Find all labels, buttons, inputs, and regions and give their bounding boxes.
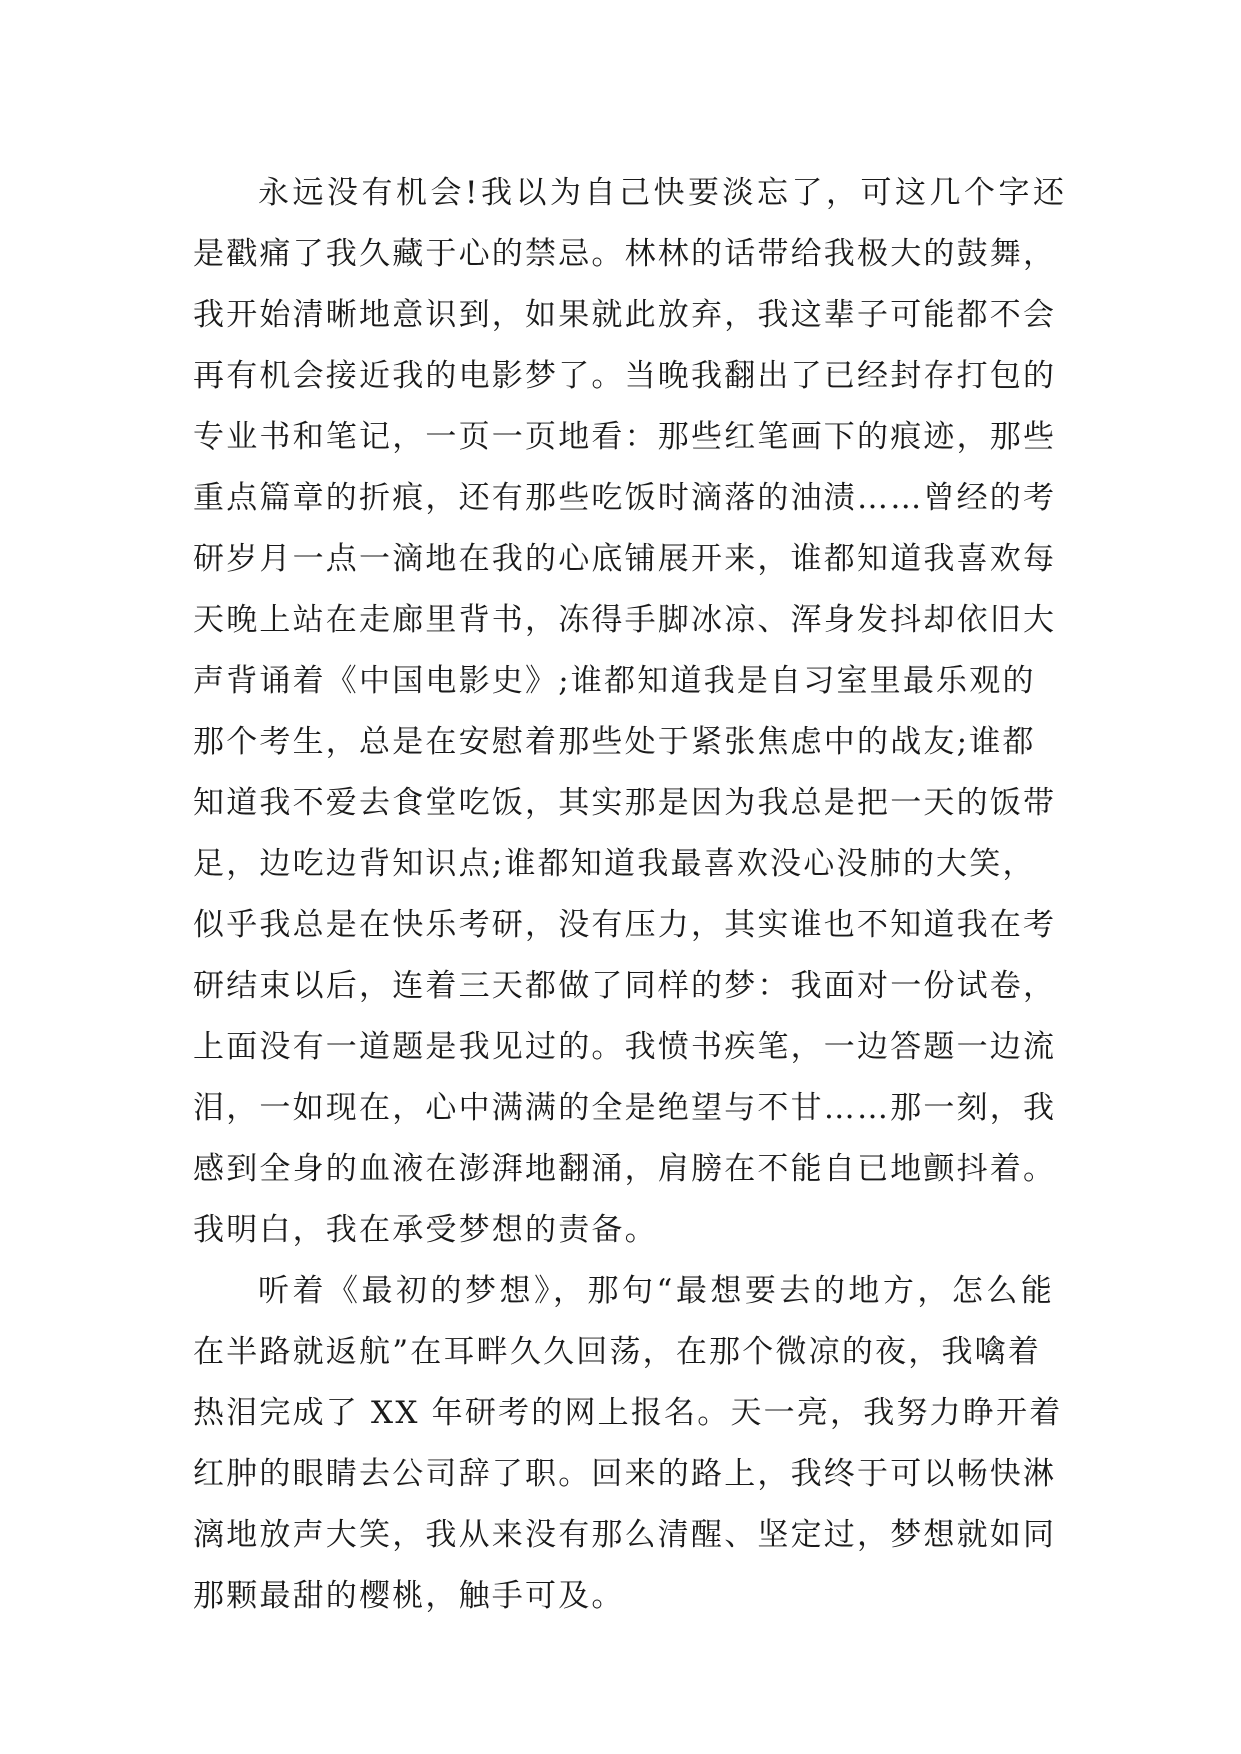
- text-line: 研岁月一点一滴地在我的心底铺展开来，谁都知道我喜欢每: [193, 541, 1057, 577]
- text-line: 上面没有一道题是我见过的。我愤书疾笔，一边答题一边流: [193, 1029, 1057, 1065]
- text-line: 红肿的眼睛去公司辞了职。回来的路上，我终于可以畅快淋: [193, 1456, 1057, 1492]
- text-line: 泪，一如现在，心中满满的全是绝望与不甘……那一刻，我: [193, 1090, 1057, 1126]
- text-line: 感到全身的血液在澎湃地翻涌，肩膀在不能自已地颤抖着。: [193, 1151, 1057, 1187]
- text-line: 那颗最甜的樱桃，触手可及。: [193, 1578, 625, 1614]
- text-line: 永远没有机会!我以为自己快要淡忘了，可这几个字还: [258, 175, 1068, 211]
- text-line: 天晚上站在走廊里背书，冻得手脚冰凉、浑身发抖却依旧大: [193, 602, 1057, 638]
- text-line: 那个考生，总是在安慰着那些处于紧张焦虑中的战友;谁都: [193, 724, 1036, 760]
- text-line: 知道我不爱去食堂吃饭，其实那是因为我总是把一天的饭带: [193, 785, 1057, 821]
- text-line: 听着《最初的梦想》，那句“最想要去的地方，怎么能: [258, 1273, 1056, 1309]
- text-line: 再有机会接近我的电影梦了。当晚我翻出了已经封存打包的: [193, 358, 1057, 394]
- text-line: 似乎我总是在快乐考研，没有压力，其实谁也不知道我在考: [193, 907, 1057, 943]
- text-line: 研结束以后，连着三天都做了同样的梦：我面对一份试卷，: [193, 968, 1057, 1004]
- text-line: 我开始清晰地意识到，如果就此放弃，我这辈子可能都不会: [193, 297, 1057, 333]
- text-line: 重点篇章的折痕，还有那些吃饭时滴落的油渍……曾经的考: [193, 480, 1057, 516]
- text-line: 是戳痛了我久藏于心的禁忌。林林的话带给我极大的鼓舞，: [193, 236, 1057, 272]
- text-line: 在半路就返航”在耳畔久久回荡，在那个微凉的夜，我噙着: [193, 1334, 1042, 1370]
- paragraph-2: [193, 1261, 1073, 1627]
- text-line: 专业书和笔记，一页一页地看：那些红笔画下的痕迹，那些: [193, 419, 1057, 455]
- text-line: 我明白，我在承受梦想的责备。: [193, 1212, 658, 1248]
- body-text: [193, 163, 1073, 1627]
- text-line: 热泪完成了 XX 年研考的网上报名。天一亮，我努力睁开着: [193, 1395, 1063, 1431]
- paragraph-1: [193, 163, 1073, 1261]
- text-line: 足，边吃边背知识点;谁都知道我最喜欢没心没肺的大笑，: [193, 846, 1036, 882]
- text-line: 漓地放声大笑，我从来没有那么清醒、坚定过，梦想就如同: [193, 1517, 1057, 1553]
- text-line: 声背诵着《中国电影史》;谁都知道我是自习室里最乐观的: [193, 663, 1036, 699]
